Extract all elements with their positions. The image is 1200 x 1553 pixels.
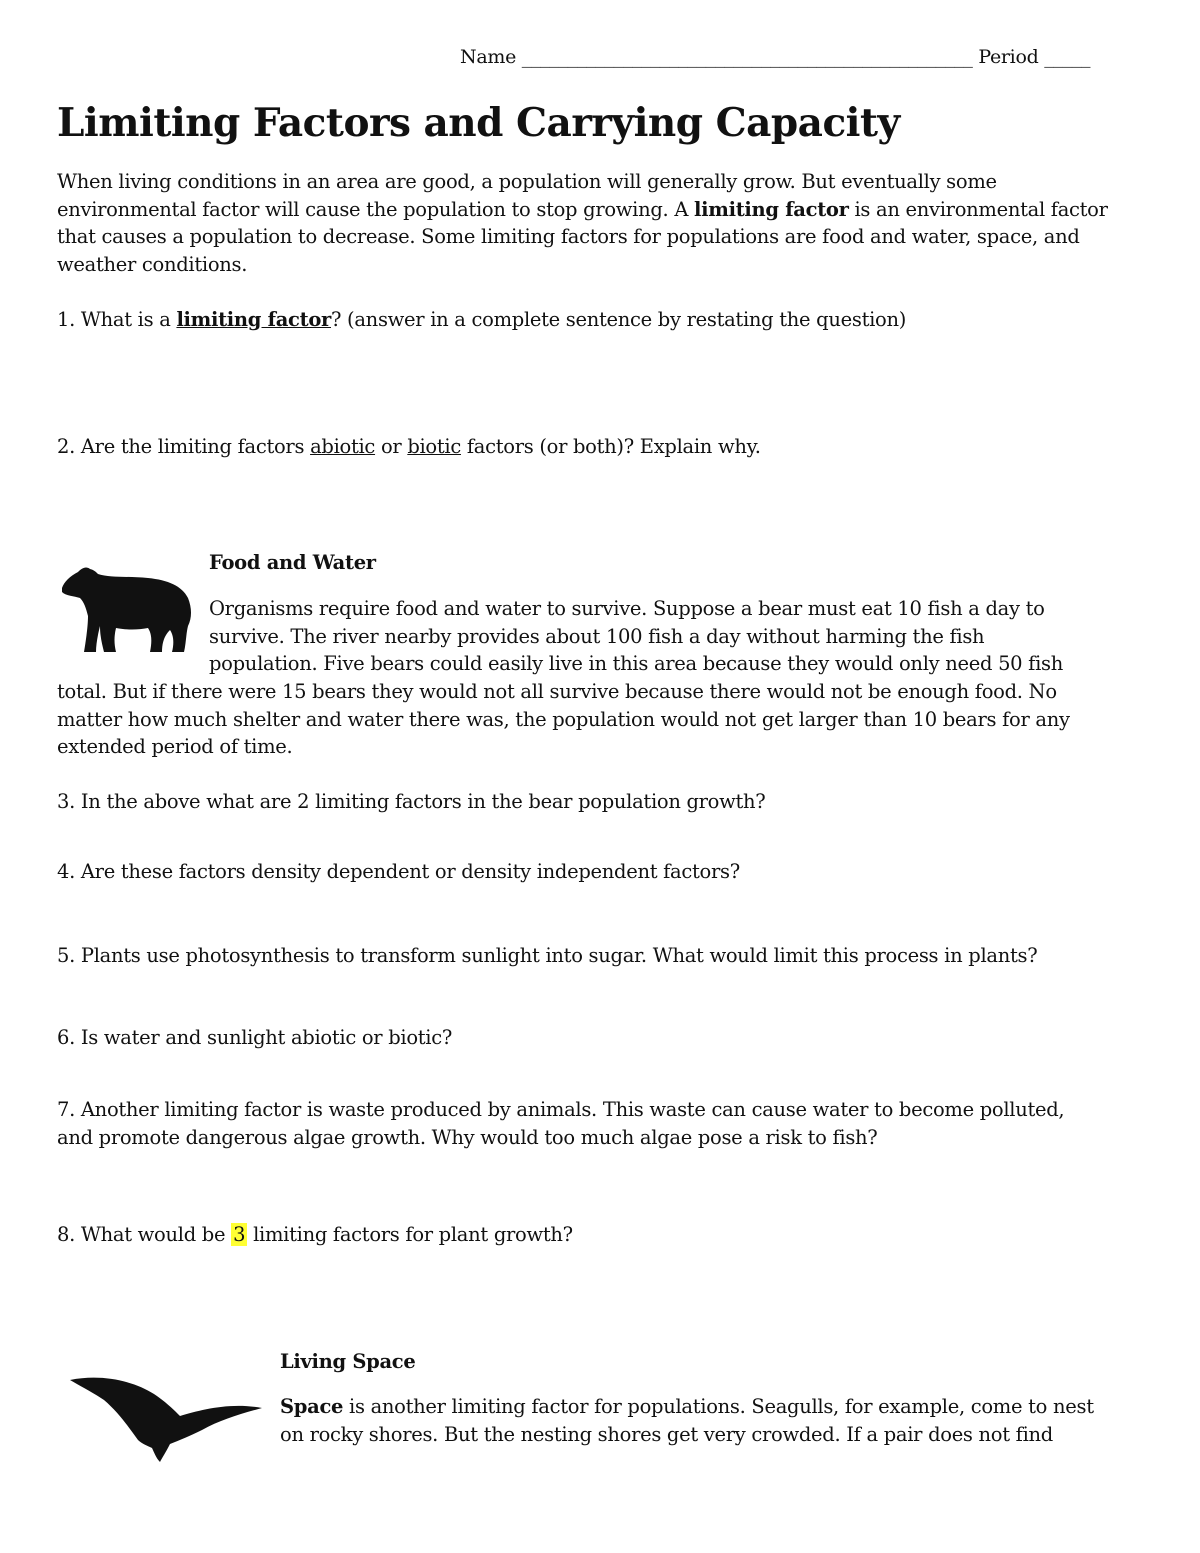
seagull-icon xyxy=(70,1372,266,1464)
space-line-1-text: is another limiting factor for populations. Seagulls, for example, come to nest xyxy=(343,1395,1094,1418)
name-label: Name xyxy=(460,46,517,68)
limiting-factor-term: limiting factor xyxy=(694,197,849,221)
space-term: Space xyxy=(280,1395,344,1418)
intro-line-1: When living conditions in an area are good, a population will generally grow. But eventually some xyxy=(57,170,997,193)
question-6: 6. Is water and sunlight abiotic or biotic? xyxy=(57,1026,453,1049)
food-heading: Food and Water xyxy=(209,551,376,574)
food-line-2: survive. The river nearby provides about 100 fish a day without harming the fish xyxy=(209,624,985,648)
food-line-6: extended period of time. xyxy=(57,735,293,758)
q7-line-2: and promote dangerous algae growth. Why would too much algae pose a risk to fish? xyxy=(57,1125,878,1149)
space-line-1 xyxy=(280,1393,1094,1421)
food-paragraph-bottom xyxy=(57,678,1070,761)
food-line-4: total. But if there were 15 bears they would not all survive because there would not be enough food. No xyxy=(57,680,1057,703)
question-8 xyxy=(57,1221,573,1249)
food-line-1: Organisms require food and water to survive. Suppose a bear must eat 10 fish a day to xyxy=(209,597,1045,620)
header-line xyxy=(460,44,1090,72)
q8-highlight: 3 xyxy=(233,1223,246,1246)
intro-line-2 xyxy=(57,196,1108,224)
intro-line-4: weather conditions. xyxy=(57,252,248,276)
question-2 xyxy=(57,433,761,461)
q2-suffix: factors (or both)? Explain why. xyxy=(460,435,761,458)
bear-icon xyxy=(58,560,196,656)
food-line-3: population. Five bears could easily live in this area because they would only need 50 fish xyxy=(209,652,1063,675)
q2-prefix: 2. Are the limiting factors xyxy=(57,435,311,458)
q2-term-biotic: biotic xyxy=(407,435,461,458)
q2-term-abiotic: abiotic xyxy=(310,435,376,458)
food-line-5: matter how much shelter and water there was, the population would not get larger than 10 bears for any xyxy=(57,707,1070,731)
intro-line-2-a: environmental factor will cause the population to stop growing. A xyxy=(57,197,695,221)
intro-paragraph xyxy=(57,168,1108,278)
page-title: Limiting Factors and Carrying Capacity xyxy=(57,100,900,146)
question-5: 5. Plants use photosynthesis to transform sunlight into sugar. What would limit this process in plants? xyxy=(57,944,1038,967)
space-heading: Living Space xyxy=(280,1350,416,1373)
q1-prefix: 1. What is a xyxy=(57,308,177,331)
q1-suffix: ? (answer in a complete sentence by restating the question) xyxy=(331,308,907,331)
intro-line-3: that causes a population to decrease. Some limiting factors for populations are food and water, space, and xyxy=(57,225,1080,248)
question-7 xyxy=(57,1096,1064,1151)
name-blank[interactable]: _________________________________________________ xyxy=(521,46,973,68)
question-3: 3. In the above what are 2 limiting factors in the bear population growth? xyxy=(57,790,766,813)
question-4: 4. Are these factors density dependent or density independent factors? xyxy=(57,860,740,883)
question-1 xyxy=(57,306,906,334)
q2-mid: or xyxy=(375,435,408,458)
space-line-2: on rocky shores. But the nesting shores get very crowded. If a pair does not find xyxy=(280,1422,1053,1446)
food-paragraph-top xyxy=(209,595,1063,678)
space-paragraph xyxy=(280,1393,1094,1448)
q8-prefix: 8. What would be xyxy=(57,1223,232,1246)
q8-suffix: limiting factors for plant growth? xyxy=(247,1223,573,1246)
intro-line-2-b: is an environmental factor xyxy=(848,197,1108,221)
period-label: Period xyxy=(978,46,1039,68)
q7-line-1: 7. Another limiting factor is waste produced by animals. This waste can cause water to become polluted, xyxy=(57,1098,1065,1121)
q1-term: limiting factor xyxy=(176,308,331,331)
period-blank[interactable]: _____ xyxy=(1044,46,1091,68)
